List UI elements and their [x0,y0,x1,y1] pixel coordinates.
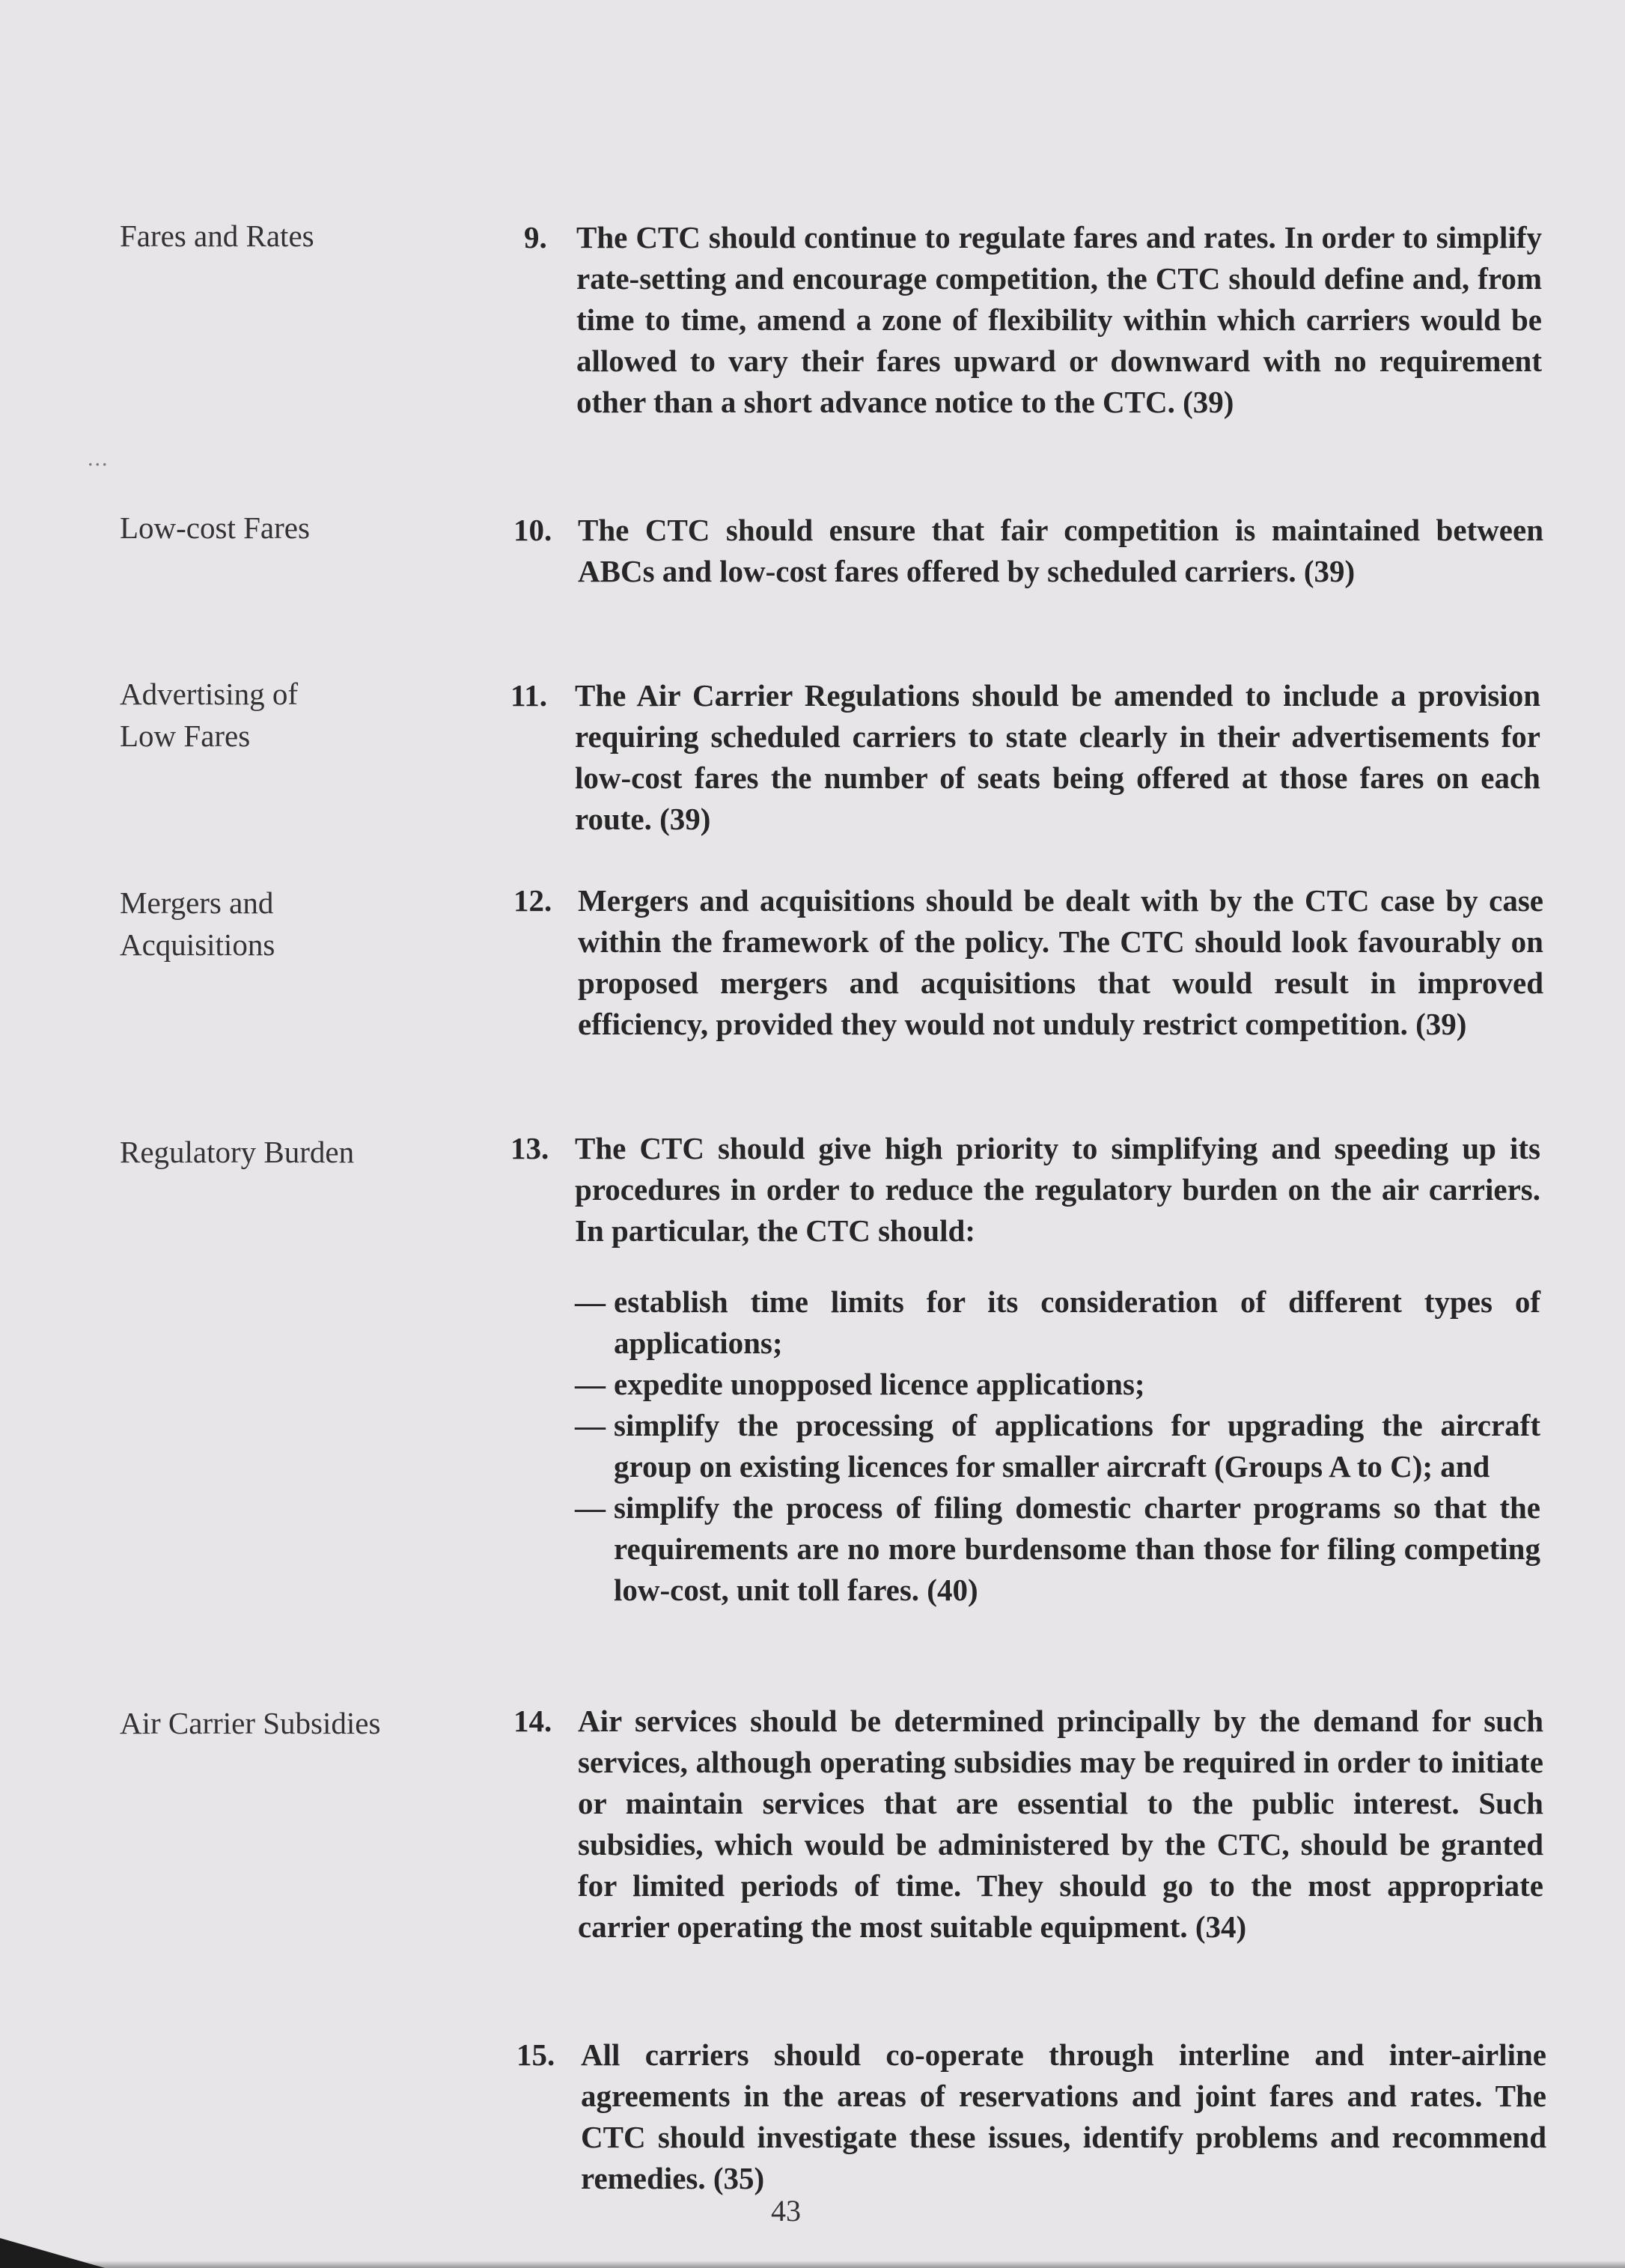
side-label-fares-and-rates: Fares and Rates [120,219,314,253]
dash-mark: — [575,1408,606,1442]
side-label-low-cost-fares: Low-cost Fares [120,510,310,545]
recommendation-10 [513,510,1543,592]
recommendation-text: Air services should be determined principally by the demand for such services, although operating subsidies may be required in order to initiate or maintain services that are essential to the public interest. Such subsidies, which would be administered by the CTC, should be granted for limited periods of time. They should go to the most appropriate carrier operating the most suitable equipment. (34) [578,1704,1543,1944]
recommendation-text: The CTC should give high priority to simplifying and speeding up its procedures in order to reduce the regulatory burden on the air carriers. In particular, the CTC should: [575,1131,1540,1248]
page-number: 43 [771,2194,801,2228]
list-item-text: establish time limits for its consideration of different types of applications; [614,1284,1540,1360]
list-item [575,1281,1540,1364]
recommendation-text: Mergers and acquisitions should be dealt with by the CTC case by case within the framework of the policy. The CTC should look favourably on proposed mergers and acquisitions that would result in improved efficiency, provided they would not unduly restrict competition. (39) [578,883,1543,1041]
list-item [575,1487,1540,1611]
recommendation-text: The CTC should continue to regulate fares and rates. In order to simplify rate-setting and encourage competition, the CTC should define and, from time to time, amend a zone of flexibility within which carriers would be allowed to vary their fares upward or downward with no requirement other than a short advance notice to the CTC. (39) [576,220,1542,419]
scan-shadow [0,2261,1625,2268]
stray-mark: ... [88,446,109,471]
recommendation-15 [516,2034,1546,2199]
list-item [575,1405,1540,1487]
side-label-mergers-and-acquisitions: Mergers and Acquisitions [120,885,275,962]
recommendation-number: 9. [524,220,547,254]
recommendation-text: The Air Carrier Regulations should be amended to include a provision requiring scheduled carriers to state clearly in their advertisements for low-cost fares the number of seats being offered at those fares on each route. (39) [575,678,1540,836]
recommendation-11 [510,675,1540,840]
side-label-advertising-of-low-fares: Advertising of Low Fares [120,677,298,753]
recommendation-13 [510,1128,1540,1611]
recommendation-text: The CTC should ensure that fair competition is maintained between ABCs and low-cost fares offered by scheduled carriers. (39) [578,513,1543,588]
recommendation-13-list [575,1281,1540,1611]
recommendation-number: 13. [510,1131,549,1165]
list-item-text: simplify the process of filing domestic charter programs so that the requirements are no more burdensome than those for filing competing low-cost, unit toll fares. (40) [614,1490,1540,1607]
recommendation-number: 12. [513,883,552,918]
recommendation-number: 11. [510,678,547,713]
dash-mark: — [575,1367,606,1401]
dash-mark: — [575,1284,606,1319]
list-item-text: expedite unopposed licence applications; [614,1367,1145,1401]
scan-corner [0,2238,105,2268]
dash-mark: — [575,1490,606,1525]
side-label-air-carrier-subsidies: Air Carrier Subsidies [120,1706,381,1740]
recommendation-14 [513,1701,1543,1948]
list-item-text: simplify the processing of applications for upgrading the aircraft group on existing licences for smaller aircraft (Groups A to C); and [614,1408,1540,1484]
recommendation-text: All carriers should co-operate through interline and inter-airline agreements in the areas of reservations and joint fares and rates. The CTC should investigate these issues, identify problems and recommend remedies. (35) [581,2037,1546,2195]
side-label-regulatory-burden: Regulatory Burden [120,1135,355,1169]
recommendation-number: 15. [516,2037,555,2072]
recommendation-9 [524,217,1542,423]
list-item [575,1364,1540,1405]
recommendation-number: 14. [513,1704,552,1738]
recommendation-number: 10. [513,513,552,547]
recommendation-12 [513,880,1543,1045]
